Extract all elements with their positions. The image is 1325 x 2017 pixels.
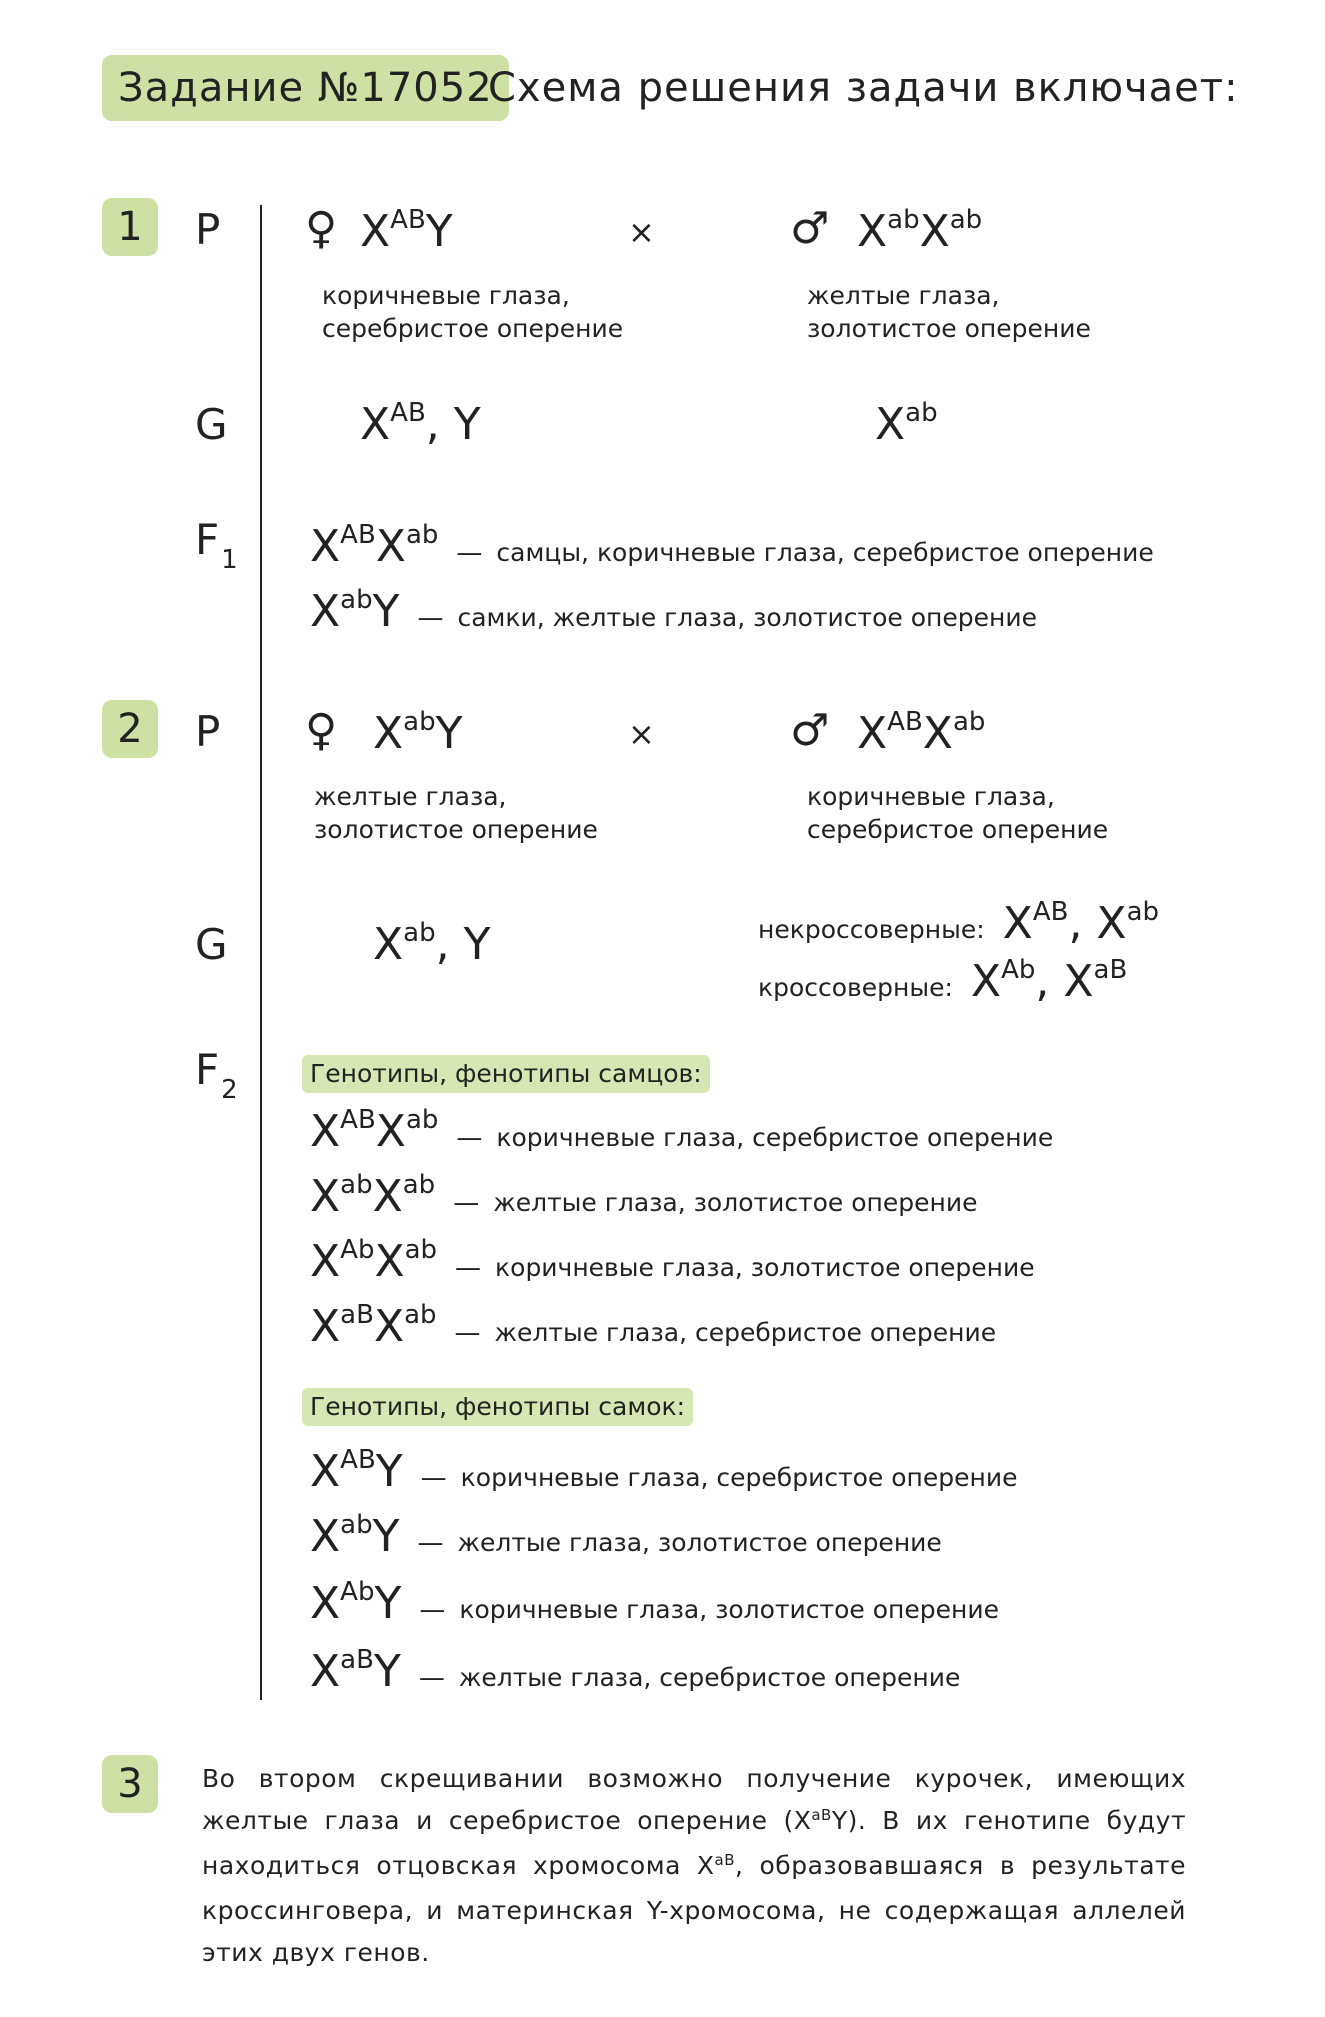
page-title: Схема решения задачи включает: (488, 65, 1239, 111)
cross1-male-phenotype: желтые глаза, золотистое оперение (807, 281, 1091, 343)
gametes-label-2: G (195, 920, 228, 969)
cross1-male-genotype: $X^{ab}X^{ab}$ (857, 205, 983, 257)
noncrossover-gametes: некроссоверные: $X^{AB}$, $X^{ab}$ (758, 897, 1160, 949)
cross2-male-genotype: $X^{AB}X^{ab}$ (857, 707, 986, 759)
f1-row: $X^{ab}Y$ — самки, желтые глаза, золотистое оперение (310, 585, 1037, 637)
crossover-gametes: кроссоверные: $X^{Ab}$, $X^{aB}$ (758, 955, 1128, 1007)
f1-label: $F_1$ (195, 515, 238, 575)
cross1-female-phenotype: коричневые глаза, серебристое оперение (322, 281, 624, 343)
female-symbol-icon: ♀ (305, 203, 338, 254)
cross1-female-gametes: $X^{AB}$, Y (360, 398, 481, 450)
female-genotype-row: $X^{Ab}Y$ — коричневые глаза, золотистое оперение (310, 1577, 999, 1629)
female-symbol-icon: ♀ (305, 705, 338, 756)
male-symbol-icon: ♂ (790, 705, 830, 756)
f1-row: $X^{AB}X^{ab}$ — самцы, коричневые глаза, серебристое оперение (310, 520, 1154, 572)
male-genotype-row: $X^{aB}X^{ab}$ — желтые глаза, серебристое оперение (310, 1300, 997, 1352)
cross1-male-gametes: $X^{ab}$ (875, 398, 938, 450)
cross2-female-gametes: $X^{ab}$, Y (373, 918, 491, 970)
step-1-badge: 1 (102, 198, 158, 256)
cross1-female-genotype: $X^{AB}Y$ (360, 205, 453, 257)
parents-label-2: P (195, 707, 221, 756)
male-genotype-row: $X^{Ab}X^{ab}$ — коричневые глаза, золотистое оперение (310, 1235, 1035, 1287)
task-number-badge: Задание №17052 (102, 55, 509, 121)
cross2-male-phenotype: коричневые глаза, серебристое оперение (807, 782, 1109, 844)
cross-symbol: × (628, 715, 655, 753)
female-genotype-row: $X^{aB}Y$ — желтые глаза, серебристое оперение (310, 1645, 961, 1697)
cross-symbol: × (628, 213, 655, 251)
male-genotype-row: $X^{AB}X^{ab}$ — коричневые глаза, серебристое оперение (310, 1105, 1054, 1157)
step-2-badge: 2 (102, 700, 158, 758)
gametes-label-1: G (195, 400, 228, 449)
f2-label: $F_2$ (195, 1045, 238, 1105)
parents-label-1: P (195, 205, 221, 254)
vertical-divider (260, 205, 262, 1700)
male-symbol-icon: ♂ (790, 203, 830, 254)
cross2-female-genotype: $X^{ab}Y$ (373, 707, 463, 759)
females-section-header: Генотипы, фенотипы самок: (302, 1388, 693, 1426)
male-genotype-row: $X^{ab}X^{ab}$ — желтые глаза, золотистое оперение (310, 1170, 978, 1222)
cross2-female-phenotype: желтые глаза, золотистое оперение (314, 782, 598, 844)
conclusion-paragraph: Во втором скрещивании возможно получение курочек, имеющих желтые глаза и серебристое оперение $(X^{aB}Y)$. В их генотипе будут находиться отцовская хромосома $X^{aB}$, образовавшаяся в результате кроссинговера, и материнская Y-хромосома, не содержащая аллелей этих двух генов. (202, 1764, 1187, 1967)
males-section-header: Генотипы, фенотипы самцов: (302, 1055, 710, 1093)
female-genotype-row: $X^{ab}Y$ — желтые глаза, золотистое оперение (310, 1510, 942, 1562)
female-genotype-row: $X^{AB}Y$ — коричневые глаза, серебристое оперение (310, 1445, 1018, 1497)
step-3-badge: 3 (102, 1755, 158, 1813)
